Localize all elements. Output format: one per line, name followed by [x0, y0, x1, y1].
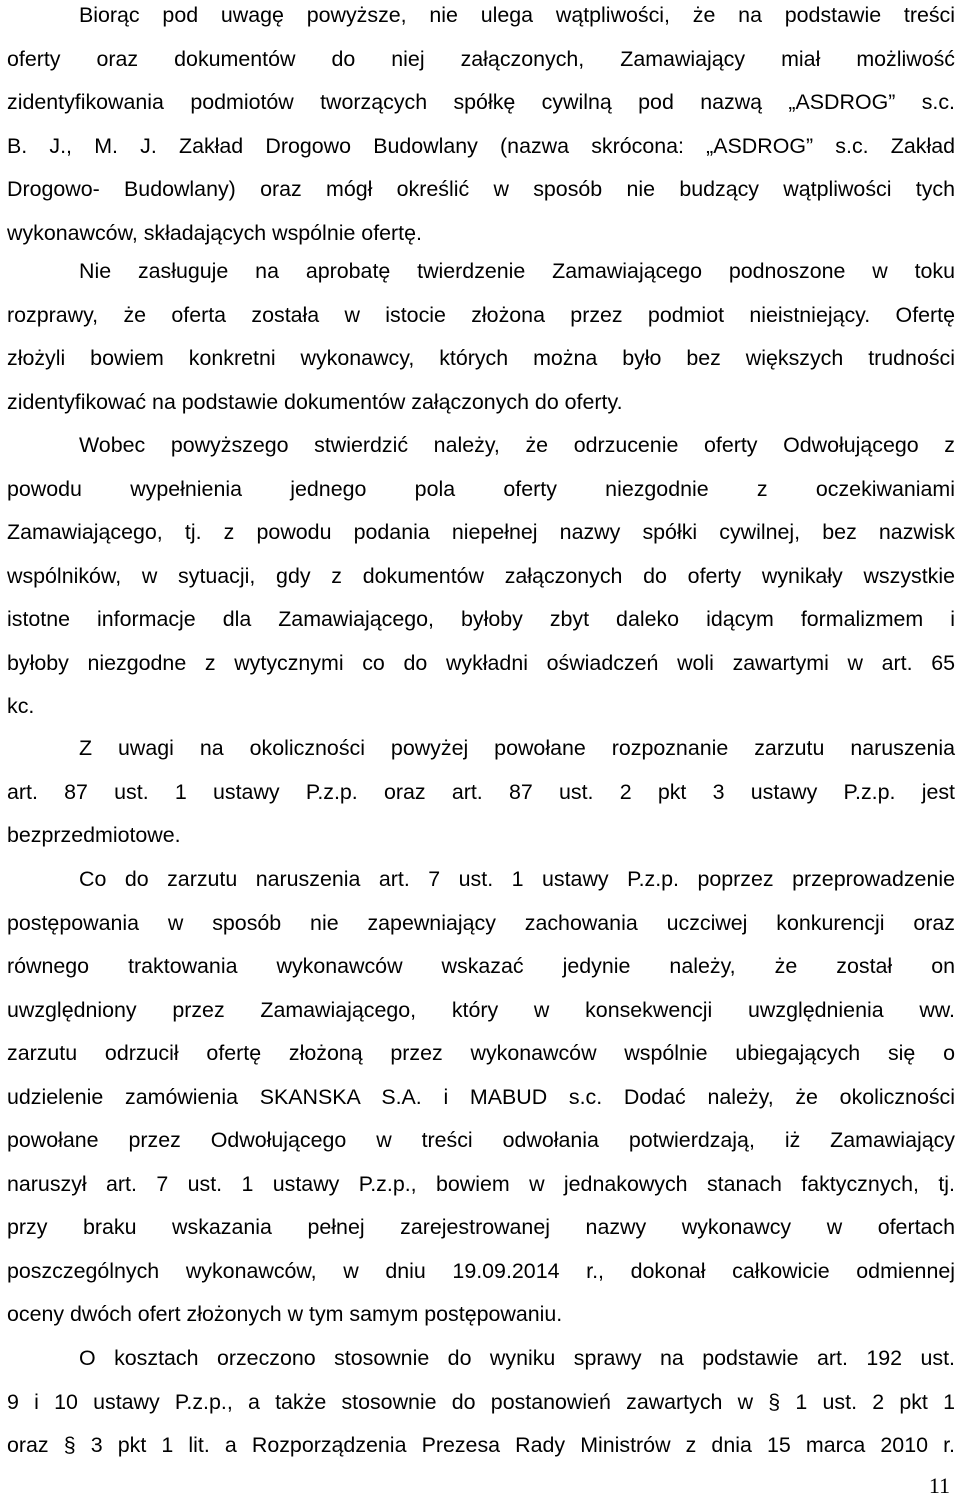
text-line: oferty oraz dokumentów do niej załączonych, Zamawiający miał możliwość [7, 46, 955, 71]
text-line: Zamawiającego, tj. z powodu podania niepełnej nazwy spółki cywilnej, bez nazwisk [7, 520, 955, 544]
text-line: oraz § 3 pkt 1 lit. a Rozporządzenia Prezesa Rady Ministrów z dnia 15 marca 2010 r. [7, 1433, 955, 1457]
text-line: byłoby niezgodne z wytycznymi co do wykładni oświadczeń woli zawartymi w art. 65 [7, 650, 955, 675]
text-line: powodu wypełnienia jednego pola oferty niezgodnie z oczekiwaniami [7, 476, 955, 501]
text-line: naruszył art. 7 ust. 1 ustawy P.z.p., bowiem w jednakowych stanach faktycznych, tj. [7, 1171, 955, 1196]
text-line: Z uwagi na okoliczności powyżej powołane rozpoznanie zarzutu naruszenia [79, 736, 955, 760]
text-line: równego traktowania wykonawców wskazać jedynie należy, że został on [7, 954, 955, 978]
text-line: art. 87 ust. 1 ustawy P.z.p. oraz art. 87 ust. 2 pkt 3 ustawy P.z.p. jest [7, 779, 955, 804]
text-line: kc. [7, 694, 35, 718]
text-line: O kosztach orzeczono stosownie do wyniku sprawy na podstawie art. 192 ust. [79, 1346, 955, 1370]
text-line: bezprzedmiotowe. [7, 823, 181, 847]
paragraph-6 [7, 1337, 955, 1468]
text-line: uwzględniony przez Zamawiającego, który w konsekwencji uwzględnienia ww. [7, 997, 955, 1022]
text-line: Drogowo- Budowlany) oraz mógł określić w sposób nie budzący wątpliwości tych [7, 177, 955, 201]
paragraph-5 [7, 858, 955, 1337]
text-line: Co do zarzutu naruszenia art. 7 ust. 1 ustawy P.z.p. poprzez przeprowadzenie [79, 867, 955, 891]
paragraph-4 [7, 727, 955, 858]
text-line: rozprawy, że oferta została w istocie złożona przez podmiot nieistniejący. Ofertę [7, 302, 955, 327]
text-line: B. J., M. J. Zakład Drogowo Budowlany (nazwa skrócona: „ASDROG” s.c. Zakład [7, 133, 955, 158]
text-line: udzielenie zamówienia SKANSKA S.A. i MABUD s.c. Dodać należy, że okoliczności [7, 1084, 955, 1109]
text-line: wykonawców, składających wspólnie ofertę. [7, 220, 422, 245]
text-line: powołane przez Odwołującego w treści odwołania potwierdzają, iż Zamawiający [7, 1128, 955, 1152]
paragraph-3 [7, 424, 955, 729]
text-line: postępowania w sposób nie zapewniający zachowania uczciwej konkurencji oraz [7, 910, 955, 935]
text-line: wspólników, w sytuacji, gdy z dokumentów załączonych do oferty wynikały wszystkie [7, 563, 955, 588]
text-line: przy braku wskazania pełnej zarejestrowanej nazwy wykonawcy w ofertach [7, 1215, 955, 1239]
text-line: Nie zasługuje na aprobatę twierdzenie Zamawiającego podnoszone w toku [79, 259, 955, 283]
text-line: poszczególnych wykonawców, w dniu 19.09.2014 r., dokonał całkowicie odmiennej [7, 1258, 955, 1283]
text-line: zidentyfikować na podstawie dokumentów załączonych do oferty. [7, 389, 623, 414]
text-line: złożyli bowiem konkretni wykonawcy, których można było bez większych trudności [7, 346, 955, 370]
text-line: zarzutu odrzucił ofertę złożoną przez wykonawców wspólnie ubiegających się o [7, 1041, 955, 1065]
page-number: 11 [928, 1473, 950, 1498]
paragraph-1 [7, 0, 955, 255]
text-line: 9 i 10 ustawy P.z.p., a także stosownie do postanowień zawartych w § 1 ust. 2 pkt 1 [7, 1389, 955, 1414]
paragraph-2 [7, 250, 955, 424]
text-line: zidentyfikowania podmiotów tworzących spółkę cywilną pod nazwą „ASDROG” s.c. [7, 90, 955, 114]
text-line: Wobec powyższego stwierdzić należy, że odrzucenie oferty Odwołującego z [79, 433, 955, 457]
text-line: oceny dwóch ofert złożonych w tym samym postępowaniu. [7, 1302, 563, 1326]
text-line: Biorąc pod uwagę powyższe, nie ulega wątpliwości, że na podstawie treści [79, 3, 955, 27]
text-line: istotne informacje dla Zamawiającego, byłoby zbyt daleko idącym formalizmem i [7, 607, 955, 631]
